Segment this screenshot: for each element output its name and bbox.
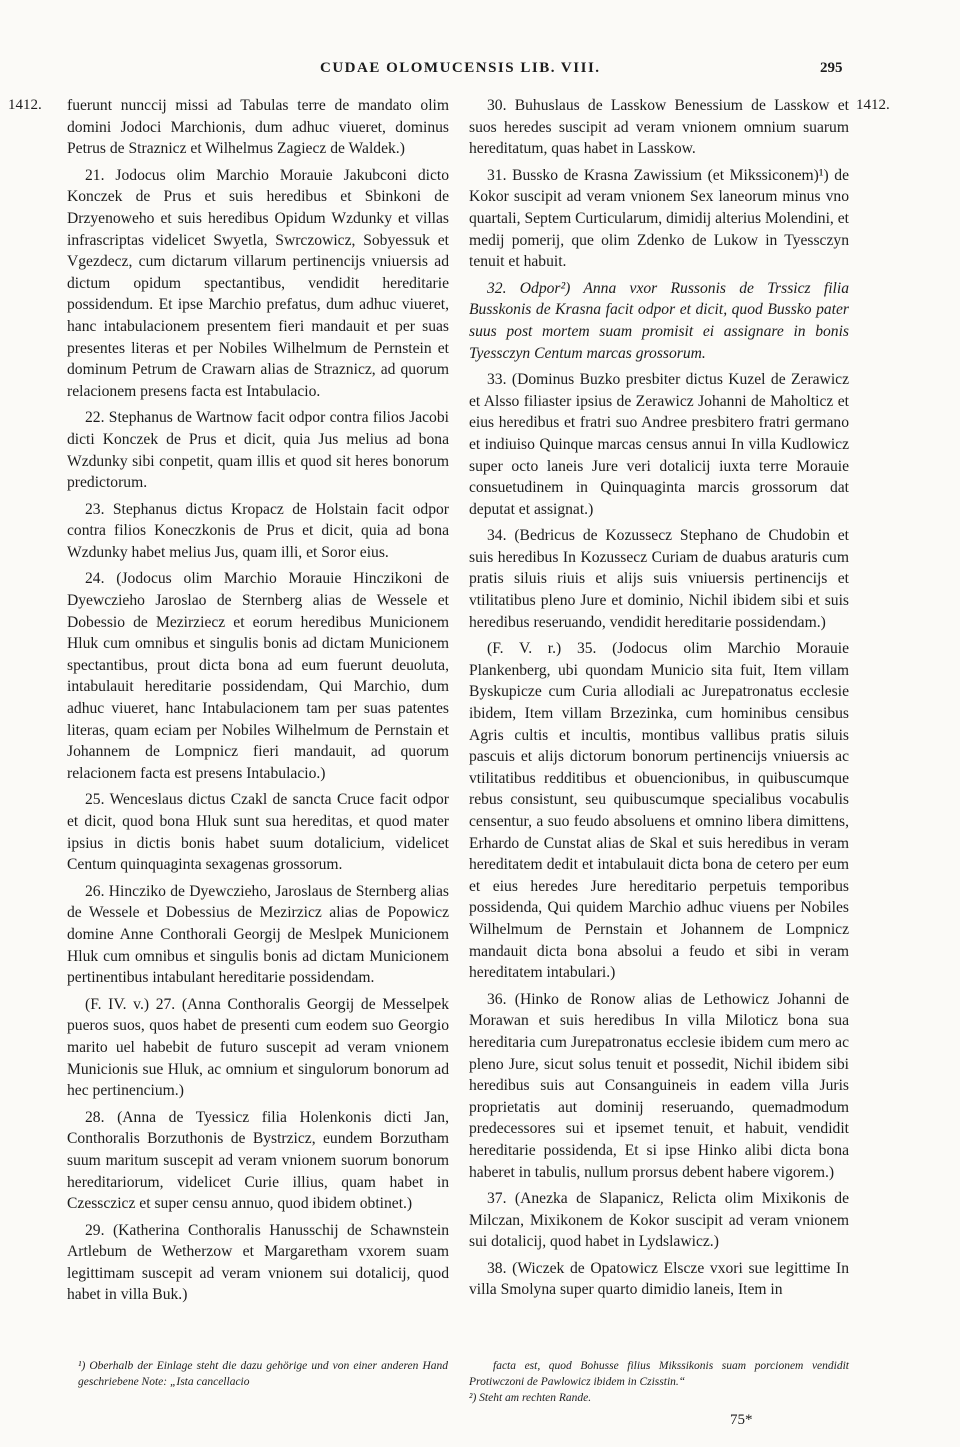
footnote-2: ²) Steht am rechten Rande. [469,1392,592,1404]
entry-27: (F. IV. v.) 27. (Anna Conthoralis Georgij de Messelpek pueros suos, quos habet de presenti cum eodem suo Georgio marito uel habebit de futuro suscepit ad veram vnionem Municionis sue Hluk, ac omnium et singulorum bonorum ad hec pertinencium.) [67,995,449,1100]
margin-year-right: 1412. [856,97,890,113]
entry-29: 29. (Katherina Conthoralis Hanusschij de Schawnstein Artlebum de Wetherzow et Margaretham vxorem suam legittimam suscepit ad veram vnionem sui dotalicij, quod habet in villa Buk.) [67,1221,449,1304]
signature-mark: 75* [730,1412,753,1428]
entry-20-continued: fuerunt nunccij missi ad Tabulas terre de mandato olim domini Jodoci Marchionis, dum adhuc viueret, dominus Petrus de Straznicz et Wilhelmus Zagiecz de Waldek.) [67,97,449,158]
entry-30: 30. Buhuslaus de Lasskow Benessium de Lasskow et suos heredes suscipit ad veram vnionem omnium suarum hereditatum, quas habet in Lasskow. [469,97,849,158]
footnote-right [469,1358,849,1406]
footnote-1: ¹) Oberhalb der Einlage steht die dazu gehörige und von einer anderen Hand geschriebene Note: „Ista cancellacio [78,1360,448,1388]
entry-33: 33. (Dominus Buzko presbiter dictus Kuzel de Zerawicz et Alsso filiaster ipsius de Zerawicz Johanni de Maholticz et eius heredibus et fratri suo Andree presbitero fratri germano et indiuiso Quinque marcas census annui In villa Kudlowicz super octo laneis Jure veri dotalicij iuxta terre Morauie consuetudinem in Quinquaginta marcis grossorum dat deputat et assignat.) [469,371,849,518]
entry-36: 36. (Hinko de Ronow alias de Lethowicz Johanni de Morawan et suis heredibus In villa Miloticz bona sua hereditaria cum Jurepatronatus ecclesie ibidem cum mero ac pleno Jure, sicut solus tenuit et possedit, Nichil ibidem sibi heredibus suis aut Consanguineis in eadem villa Juris proprietatis aut dominij reseruando, quemadmodum predecessores sui et ipsemet tenuit, et habuit, vendidit hereditarie possidenda, Et si ipse Hinko alibi dicta bona haberet in tabulis, nullum prorsus debent habere vigorem.) [469,990,849,1181]
entry-35: (F. V. r.) 35. (Jodocus olim Marchio Morauie Plankenberg, ubi quondam Municio sita fuit, Item villam Byskupicze cum Curia allodiali ac Jurepatronatus ecclesie ibidem, Item villam Brzezinka, cum hominibus censibus Agris cultis et incultis, montibus vallibus pratis siluis pascuis et alijs dictorum bonorum pertinencijs vniuersis ac vtilitatibus redditibus et obuencionibus, in quibuscumque rebus consistunt, seu quibuscumque specialibus vocabulis censentur, a suo feudo absoluens et omnino libera dimittens, Erhardo de Cunstat alias de Skal et suis heredibus in veram hereditatem dedit et intabulauit dicta bona de cetero per eum et eius heredes Jure hereditario perpetuis temporibus possidenda, Qui quidem Marchio adhuc viuens per Nobiles Wilhelmum de Pernstain et Johannem de Lompnicz mandauit dicta bona absolui a feudo et sibi in veram hereditatem intabulari.) [469,640,849,982]
entry-25: 25. Wenceslaus dictus Czakl de sancta Cruce facit odpor et dicit, quod bona Hluk sunt sua hereditas, et quod mater ipsius in dictis bonis habet suum dotalicium, videlicet Centum quinquaginta sexagenas grossorum. [67,791,449,874]
entry-21: 21. Jodocus olim Marchio Morauie Jakubconi dicto Konczek de Prus et suis heredibus et Sbinkoni de Drzyenoweho et suis heredibus Opidum Wzdunky et villas infrascriptas videlicet Swyetla, Swrczowicz, Sobyessuk et Vgezdecz, cum dictarum villarum pertinencijs vniuersis ad dictum opidum spectantibus, vendidit hereditarie possidendum. Et ipse Marchio prefatus, dum adhuc viueret, hanc intabulacionem presentem fieri mandauit et per suas presentes literas et per Nobiles Wilhelmum de Pernstein et dominum Petrum de Crawarn alias de Straznicz, ad quorum relacionem presens facta est Intabulacio. [67,166,449,400]
entry-34: 34. (Bedricus de Kozussecz Stephano de Chudobin et suis heredibus In Kozussecz Curiam de duabus araturis cum pratis siluis riuis et alijs suis vniuersis pertinencijs et vtilitatibus pleno Jure et dominio, Nichil ibidem sibi et suis heredibus reseruando, vendidit hereditarie possidendam.) [469,527,849,631]
entry-37: 37. (Anezka de Slapanicz, Relicta olim Mixikonis de Milczan, Mixikonem de Kokor suscipit ad veram vnionem sui dotalicij, quod habet in Lydslawicz.) [469,1190,849,1251]
footnote-left [78,1358,448,1390]
right-column [469,95,849,1306]
page-number: 295 [820,60,843,76]
footnote-1-continued: facta est, quod Bohusse filius Mikssikonis suam porcionem vendidit Protiwczoni de Pawlowicz ibidem in Czisstin.“ [469,1360,849,1388]
entry-26: 26. Hincziko de Dyewczieho, Jaroslaus de Sternberg alias de Wessele et Dobessius de Mezirzicz alias de Popowicz domine Anne Conthorali Georgij de Meslpek Municionem Hluk cum omnibus et singulis bonis ad dictam Municionem pertinentibus intabulant hereditarie possidendam. [67,882,449,987]
entry-38: 38. (Wiczek de Opatowicz Elscze vxori sue legittime In villa Smolyna super quarto dimidio laneis, Item in [469,1259,849,1299]
entry-28: 28. (Anna de Tyessicz filia Holenkonis dicti Jan, Conthoralis Borzuthonis de Bystrzicz, eundem Borzutham suum maritum suscepit ad veram vnionem suorum bonorum hereditariorum, videlicet Curie illius, quam habet in Czessczicz et super censu annuo, quod ibidem obtinet.) [67,1108,449,1213]
entry-31: 31. Bussko de Krasna Zawissium (et Mikssiconem)¹) de Kokor suscipit ad veram vnionem Sex laneorum minus vno quartali, Septem Curticularum, dimidij alterius Molendini, et medij pomerij, que olim Zdenko de Lukow in Tyessczyn tenuit et habuit. [469,166,849,271]
page-header [0,60,960,84]
margin-year-left: 1412. [8,97,42,113]
entry-32: 32. Odpor²) Anna vxor Russonis de Trssicz filia Busskonis de Krasna facit odpor et dicit, quod Bussko pater suus post mortem suam promisit ei assignare in bonis Tyessczyn Centum marcas grossorum. [469,279,849,362]
running-title: CUDAE OLOMUCENSIS LIB. VIII. [320,60,601,76]
left-column [67,95,449,1311]
entry-24: 24. (Jodocus olim Marchio Morauie Hinczikoni de Dyewczieho Jaroslao de Sternberg alias de Wessele et Dobessio de Mezirziecz et eorum heredibus Municionem Hluk cum omnibus et singulis bonis ad dictam Municionem spectantibus, prout dicta bona ad eum fuerunt deuoluta, intabulauit hereditarie possidendam, Qui Marchio, dum adhuc viueret, hanc Intabulacionem tam per suas patentes literas, quam eciam per Nobiles Wilhelmum de Pernstain et Johannem de Lompnicz fieri mandauit, ad quorum relacionem facta est presens Intabulacio.) [67,570,449,782]
entry-22: 22. Stephanus de Wartnow facit odpor contra filios Jacobi dicti Konczek de Prus et dicit, quia Jus melius ad bona Wzdunky sibi conpetit, quam illis et quod sit heres bonorum predictorum. [67,409,449,492]
entry-23: 23. Stephanus dictus Kropacz de Holstain facit odpor contra filios Koneczkonis de Prus et dicit, quia ad bona Wzdunky habet melius Jus, quam illi, et Soror eius. [67,500,449,561]
